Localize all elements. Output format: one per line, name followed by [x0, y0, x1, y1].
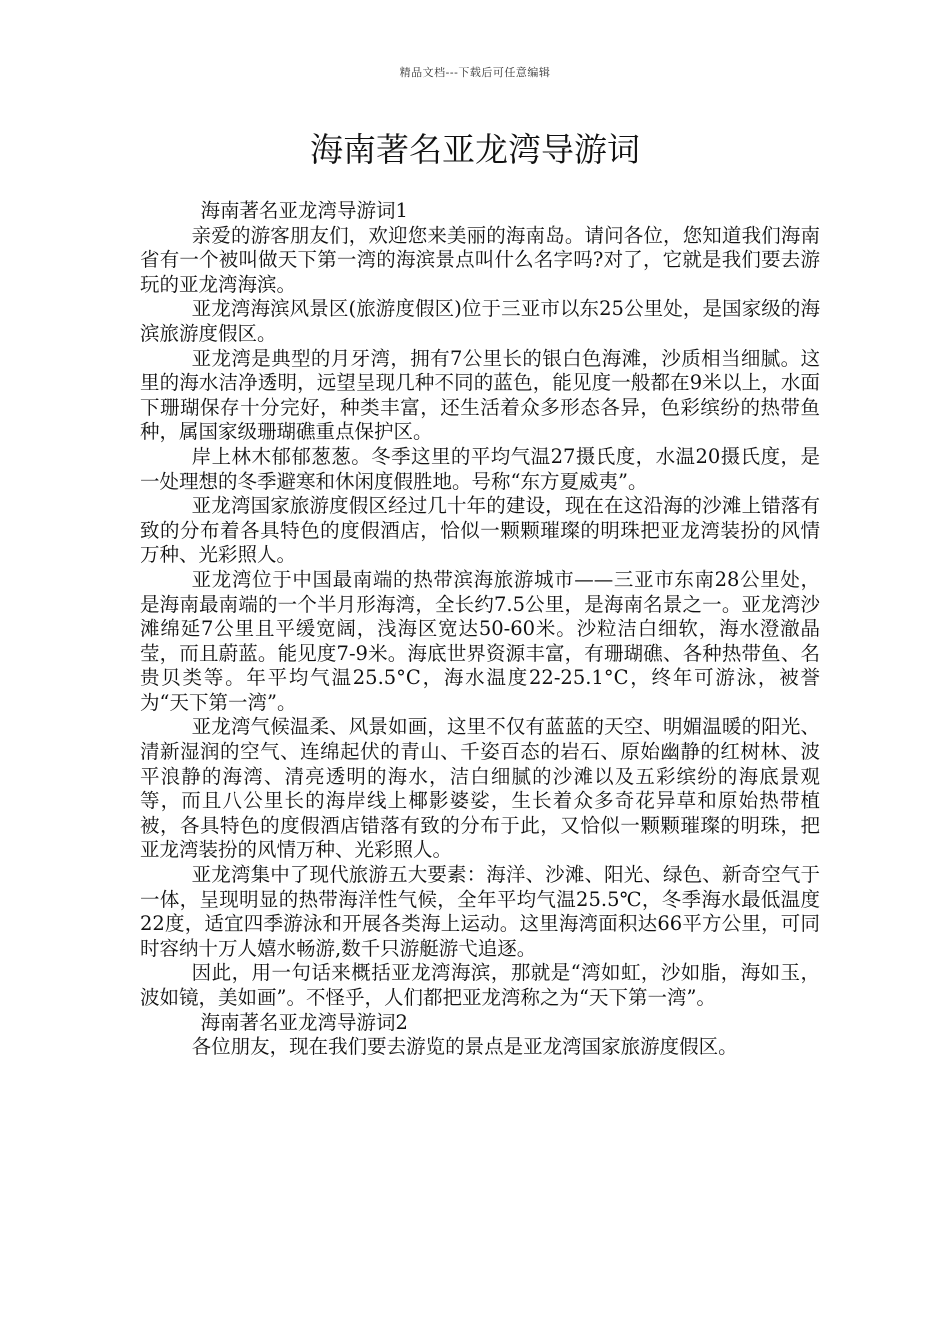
document-title: 海南著名亚龙湾导游词	[310, 130, 640, 169]
paragraph: 因此，用一句话来概括亚龙湾海滨，那就是“湾如虹，沙如脂，海如玉，波如镜，美如画”。不怪乎，人们都把亚龙湾称之为“天下第一湾”。	[140, 961, 820, 1009]
header-note: 精品文档---下载后可任意编辑	[399, 66, 551, 79]
paragraph: 各位朋友，现在我们要去游览的景点是亚龙湾国家旅游度假区。	[191, 1035, 738, 1059]
section-heading: 海南著名亚龙湾导游词2	[200, 1010, 408, 1034]
document-body	[140, 199, 820, 1060]
section-heading: 海南著名亚龙湾导游词1	[200, 199, 408, 222]
paragraph: 岸上林木郁郁葱葱。冬季这里的平均气温27摄氏度，水温20摄氏度，是一处理想的冬季避寒和休闲度假胜地。号称“东方夏威夷”。	[140, 444, 820, 493]
paragraph: 亚龙湾国家旅游度假区经过几十年的建设，现在在这沿海的沙滩上错落有致的分布着各具特色的度假酒店，恰似一颗颗璀璨的明珠把亚龙湾装扮的风情万种、光彩照人。	[140, 494, 820, 567]
paragraph: 亚龙湾海滨风景区(旅游度假区)位于三亚市以东25公里处，是国家级的海滨旅游度假区。	[140, 297, 820, 345]
paragraph: 亲爱的游客朋友们，欢迎您来美丽的海南岛。请问各位，您知道我们海南省有一个被叫做天下第一湾的海滨景点叫什么名字吗?对了，它就是我们要去游玩的亚龙湾海滨。	[140, 223, 820, 296]
paragraph: 亚龙湾集中了现代旅游五大要素：海洋、沙滩、阳光、绿色、新奇空气于一体，呈现明显的热带海洋性气候，全年平均气温25.5℃，冬季海水最低温度22度，适宜四季游泳和开展各类海上运动。这里海湾面积达66平方公里，可同时容纳十万人嬉水畅游,数千只游艇游弋追逐。	[140, 863, 820, 960]
paragraph: 亚龙湾位于中国最南端的热带滨海旅游城市——三亚市东南28公里处，是海南最南端的一个半月形海湾，全长约7.5公里，是海南名景之一。亚龙湾沙滩绵延7公里且平缓宽阔，浅海区宽达50-60米。沙粒洁白细软，海水澄澈晶莹，而且蔚蓝。能见度7-9米。海底世界资源丰富，有珊瑚礁、各种热带鱼、名贵贝类等。年平均气温25.5°C，海水温度22-25.1°C，终年可游泳，被誉为“天下第一湾”。	[140, 567, 820, 714]
paragraph: 亚龙湾是典型的月牙湾，拥有7公里长的银白色海滩，沙质相当细腻。这里的海水洁净透明，远望呈现几种不同的蓝色，能见度一般都在9米以上，水面下珊瑚保存十分完好，种类丰富，还生活着众多形态各异，色彩缤纷的热带鱼种，属国家级珊瑚礁重点保护区。	[140, 346, 820, 444]
paragraph: 亚龙湾气候温柔、风景如画，这里不仅有蓝蓝的天空、明媚温暖的阳光、清新湿润的空气、连绵起伏的青山、千姿百态的岩石、原始幽静的红树林、波平浪静的海湾、清亮透明的海水，洁白细腻的沙滩以及五彩缤纷的海底景观等，而且八公里长的海岸线上椰影婆娑，生长着众多奇花异草和原始热带植被，各具特色的度假酒店错落有致的分布于此，又恰似一颗颗璀璨的明珠，把亚龙湾装扮的风情万种、光彩照人。	[140, 715, 820, 862]
